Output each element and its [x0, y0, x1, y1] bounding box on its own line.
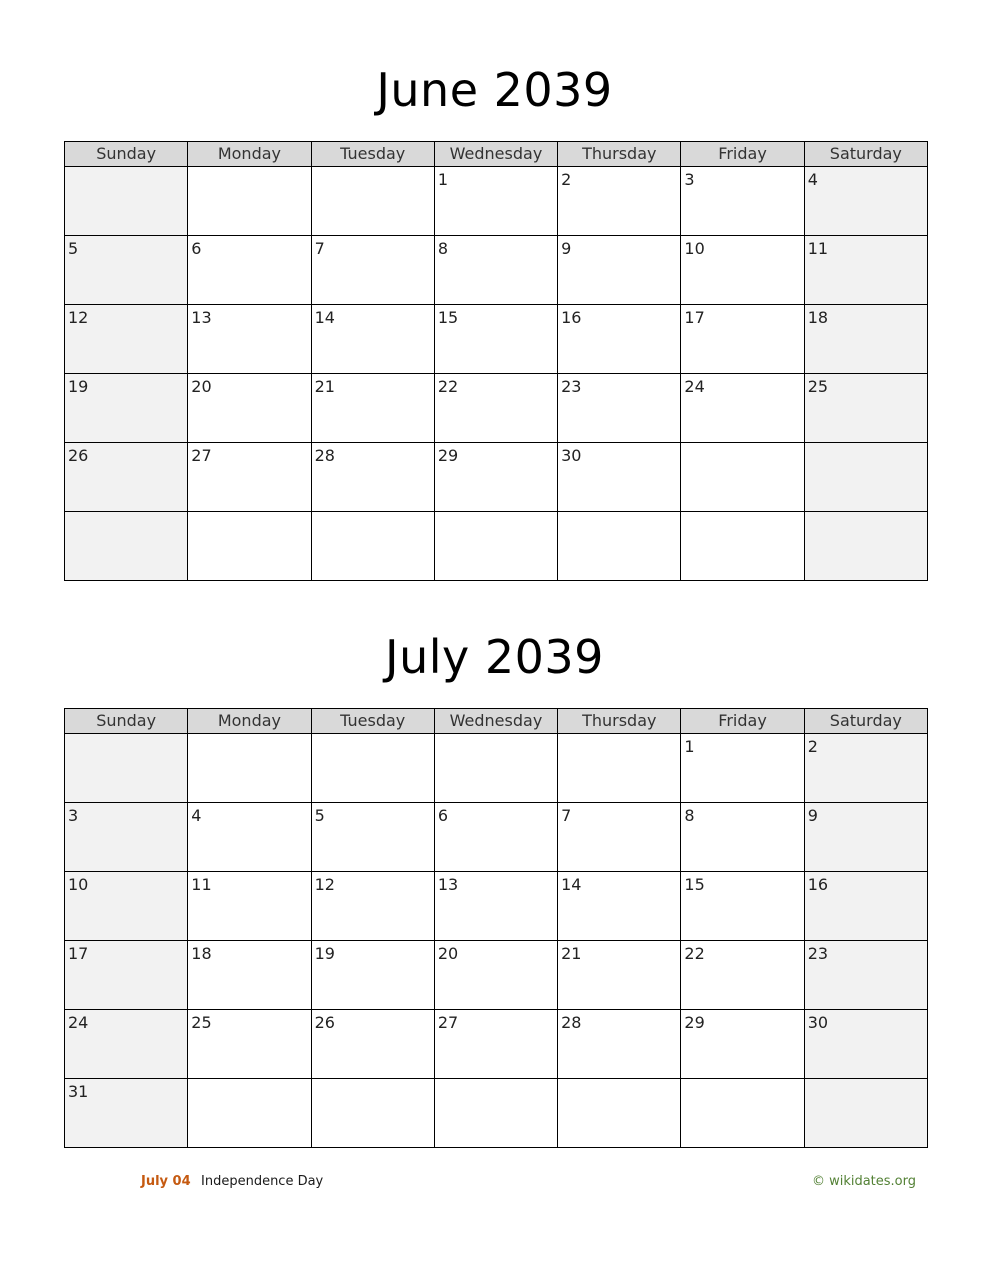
day-cell [681, 512, 804, 581]
day-cell [804, 305, 927, 374]
week-row [65, 305, 928, 374]
day-number [188, 734, 310, 737]
day-number: 6 [191, 239, 202, 258]
day-number: 20 [437, 944, 459, 963]
day-number [188, 512, 310, 515]
day-cell [558, 1079, 681, 1148]
day-number: 16 [807, 875, 829, 894]
day-number: 11 [807, 239, 829, 258]
day-number: 2 [561, 170, 572, 189]
day-number: 14 [314, 308, 335, 327]
calendar-body-july [65, 734, 928, 1148]
day-cell [804, 167, 927, 236]
weekday-header: Saturday [804, 709, 927, 734]
day-cell [681, 305, 804, 374]
weekday-header: Thursday [558, 709, 681, 734]
day-cell [558, 941, 681, 1010]
day-cell [311, 1010, 434, 1079]
day-cell [558, 374, 681, 443]
day-number: 17 [684, 308, 705, 327]
day-cell [434, 374, 557, 443]
day-cell [188, 872, 311, 941]
day-number [188, 1079, 310, 1082]
day-number [558, 512, 680, 515]
day-cell [434, 305, 557, 374]
day-cell [65, 443, 188, 512]
day-cell [311, 734, 434, 803]
day-number: 13 [437, 875, 459, 894]
weekday-header: Sunday [65, 709, 188, 734]
day-cell [681, 803, 804, 872]
day-number: 10 [684, 239, 705, 258]
week-row [65, 512, 928, 581]
month-title-june: June 2039 [376, 63, 613, 117]
day-cell [65, 1010, 188, 1079]
day-number: 28 [314, 446, 335, 465]
calendar-body-june [65, 167, 928, 581]
day-cell [65, 734, 188, 803]
day-number: 22 [437, 377, 459, 396]
day-number [805, 512, 927, 515]
day-number [65, 167, 187, 170]
day-cell [434, 1079, 557, 1148]
day-cell [804, 803, 927, 872]
day-cell [681, 1010, 804, 1079]
day-cell [311, 305, 434, 374]
day-number [681, 1079, 803, 1082]
day-number: 8 [684, 806, 695, 825]
day-number: 10 [68, 875, 89, 894]
day-number [805, 1079, 927, 1082]
day-cell [188, 1010, 311, 1079]
day-cell [188, 734, 311, 803]
day-cell [188, 374, 311, 443]
day-cell [311, 872, 434, 941]
weekday-header: Friday [681, 709, 804, 734]
week-row [65, 803, 928, 872]
day-number: 27 [191, 446, 212, 465]
day-cell [681, 236, 804, 305]
day-number: 23 [807, 944, 829, 963]
day-number: 7 [314, 239, 325, 258]
calendar-grid-june [64, 141, 928, 581]
day-cell [434, 167, 557, 236]
day-cell [434, 512, 557, 581]
day-cell [188, 512, 311, 581]
day-number: 26 [68, 446, 89, 465]
weekday-header: Tuesday [311, 142, 434, 167]
day-cell [804, 1079, 927, 1148]
day-number: 14 [561, 875, 582, 894]
day-cell [804, 236, 927, 305]
day-cell [188, 803, 311, 872]
day-number [65, 734, 187, 737]
day-number: 29 [684, 1013, 705, 1032]
week-row [65, 236, 928, 305]
day-number [681, 443, 803, 446]
day-number: 2 [807, 737, 818, 756]
day-number: 4 [807, 170, 818, 189]
day-cell [434, 734, 557, 803]
day-number: 18 [807, 308, 829, 327]
day-cell [434, 236, 557, 305]
day-number: 5 [314, 806, 325, 825]
holiday-name: Independence Day [201, 1174, 324, 1189]
day-number: 5 [68, 239, 79, 258]
day-number [435, 512, 557, 515]
day-number [805, 443, 927, 446]
day-number: 11 [191, 875, 212, 894]
weekday-header: Friday [681, 142, 804, 167]
day-cell [681, 872, 804, 941]
day-number: 21 [314, 377, 335, 396]
day-number: 29 [437, 446, 459, 465]
day-cell [804, 941, 927, 1010]
day-cell [311, 236, 434, 305]
day-number [312, 512, 434, 515]
day-number [558, 1079, 680, 1082]
day-cell [558, 443, 681, 512]
day-cell [434, 872, 557, 941]
day-cell [65, 1079, 188, 1148]
week-row [65, 1010, 928, 1079]
day-number: 9 [561, 239, 572, 258]
day-cell [558, 305, 681, 374]
day-number: 24 [684, 377, 705, 396]
day-number: 15 [437, 308, 459, 327]
day-cell [188, 236, 311, 305]
day-cell [434, 941, 557, 1010]
day-cell [65, 374, 188, 443]
day-number: 19 [314, 944, 335, 963]
day-number: 16 [561, 308, 582, 327]
holiday-date: July 04 [141, 1174, 191, 1189]
day-number [558, 734, 680, 737]
day-cell [804, 1010, 927, 1079]
day-number: 6 [437, 806, 449, 825]
day-number: 12 [314, 875, 335, 894]
day-number: 12 [68, 308, 89, 327]
day-number: 15 [684, 875, 705, 894]
day-cell [65, 803, 188, 872]
day-number [312, 734, 434, 737]
day-number: 18 [191, 944, 212, 963]
week-row [65, 1079, 928, 1148]
day-cell [311, 803, 434, 872]
weekday-header: Saturday [804, 142, 927, 167]
day-cell [558, 872, 681, 941]
day-cell [311, 443, 434, 512]
day-cell [558, 734, 681, 803]
day-cell [681, 941, 804, 1010]
weekday-header-row [65, 709, 928, 734]
day-cell [65, 236, 188, 305]
day-number: 19 [68, 377, 89, 396]
day-cell [188, 167, 311, 236]
weekday-header: Monday [188, 142, 311, 167]
day-number: 1 [684, 737, 695, 756]
week-row [65, 443, 928, 512]
calendar-grid-july [64, 708, 928, 1148]
day-cell [804, 374, 927, 443]
day-cell [188, 305, 311, 374]
weekday-header-row [65, 142, 928, 167]
day-number: 22 [684, 944, 705, 963]
day-number: 28 [561, 1013, 582, 1032]
day-number [435, 1079, 557, 1082]
day-cell [558, 236, 681, 305]
day-number: 31 [68, 1082, 89, 1101]
day-cell [434, 443, 557, 512]
day-number: 20 [191, 377, 212, 396]
day-cell [65, 941, 188, 1010]
day-number [65, 512, 187, 515]
day-number [681, 512, 803, 515]
day-number [435, 734, 557, 737]
day-cell [311, 374, 434, 443]
day-number: 13 [191, 308, 212, 327]
weekday-header: Sunday [65, 142, 188, 167]
day-cell [434, 803, 557, 872]
day-cell [65, 167, 188, 236]
day-cell [65, 512, 188, 581]
day-number: 26 [314, 1013, 335, 1032]
day-number: 9 [807, 806, 818, 825]
day-cell [188, 1079, 311, 1148]
day-cell [65, 872, 188, 941]
day-number: 23 [561, 377, 582, 396]
day-cell [311, 941, 434, 1010]
day-number: 25 [807, 377, 829, 396]
day-cell [65, 305, 188, 374]
day-number: 30 [561, 446, 582, 465]
day-cell [804, 443, 927, 512]
day-number: 4 [191, 806, 202, 825]
day-number: 21 [561, 944, 582, 963]
day-cell [434, 1010, 557, 1079]
day-cell [311, 512, 434, 581]
day-cell [311, 167, 434, 236]
day-number: 3 [684, 170, 695, 189]
day-cell [311, 1079, 434, 1148]
week-row [65, 167, 928, 236]
day-number [312, 1079, 434, 1082]
day-number: 17 [68, 944, 89, 963]
day-cell [804, 872, 927, 941]
day-cell [558, 512, 681, 581]
day-cell [681, 167, 804, 236]
day-cell [681, 374, 804, 443]
day-cell [558, 803, 681, 872]
credit-link[interactable]: © wikidates.org [811, 1174, 916, 1189]
week-row [65, 734, 928, 803]
day-number: 1 [437, 170, 449, 189]
day-number [188, 167, 310, 170]
day-number [312, 167, 434, 170]
day-number: 8 [437, 239, 449, 258]
week-row [65, 872, 928, 941]
week-row [65, 941, 928, 1010]
day-cell [804, 734, 927, 803]
month-title-july: July 2039 [385, 630, 604, 684]
day-number: 27 [437, 1013, 459, 1032]
day-cell [188, 941, 311, 1010]
day-cell [681, 443, 804, 512]
weekday-header: Wednesday [434, 142, 557, 167]
day-number: 24 [68, 1013, 89, 1032]
day-cell [804, 512, 927, 581]
weekday-header: Wednesday [434, 709, 557, 734]
day-cell [188, 443, 311, 512]
weekday-header: Thursday [558, 142, 681, 167]
day-cell [681, 734, 804, 803]
day-number: 3 [68, 806, 79, 825]
day-number: 30 [807, 1013, 829, 1032]
week-row [65, 374, 928, 443]
day-cell [558, 1010, 681, 1079]
day-cell [558, 167, 681, 236]
day-number: 7 [561, 806, 572, 825]
day-number: 25 [191, 1013, 212, 1032]
weekday-header: Tuesday [311, 709, 434, 734]
day-cell [681, 1079, 804, 1148]
weekday-header: Monday [188, 709, 311, 734]
